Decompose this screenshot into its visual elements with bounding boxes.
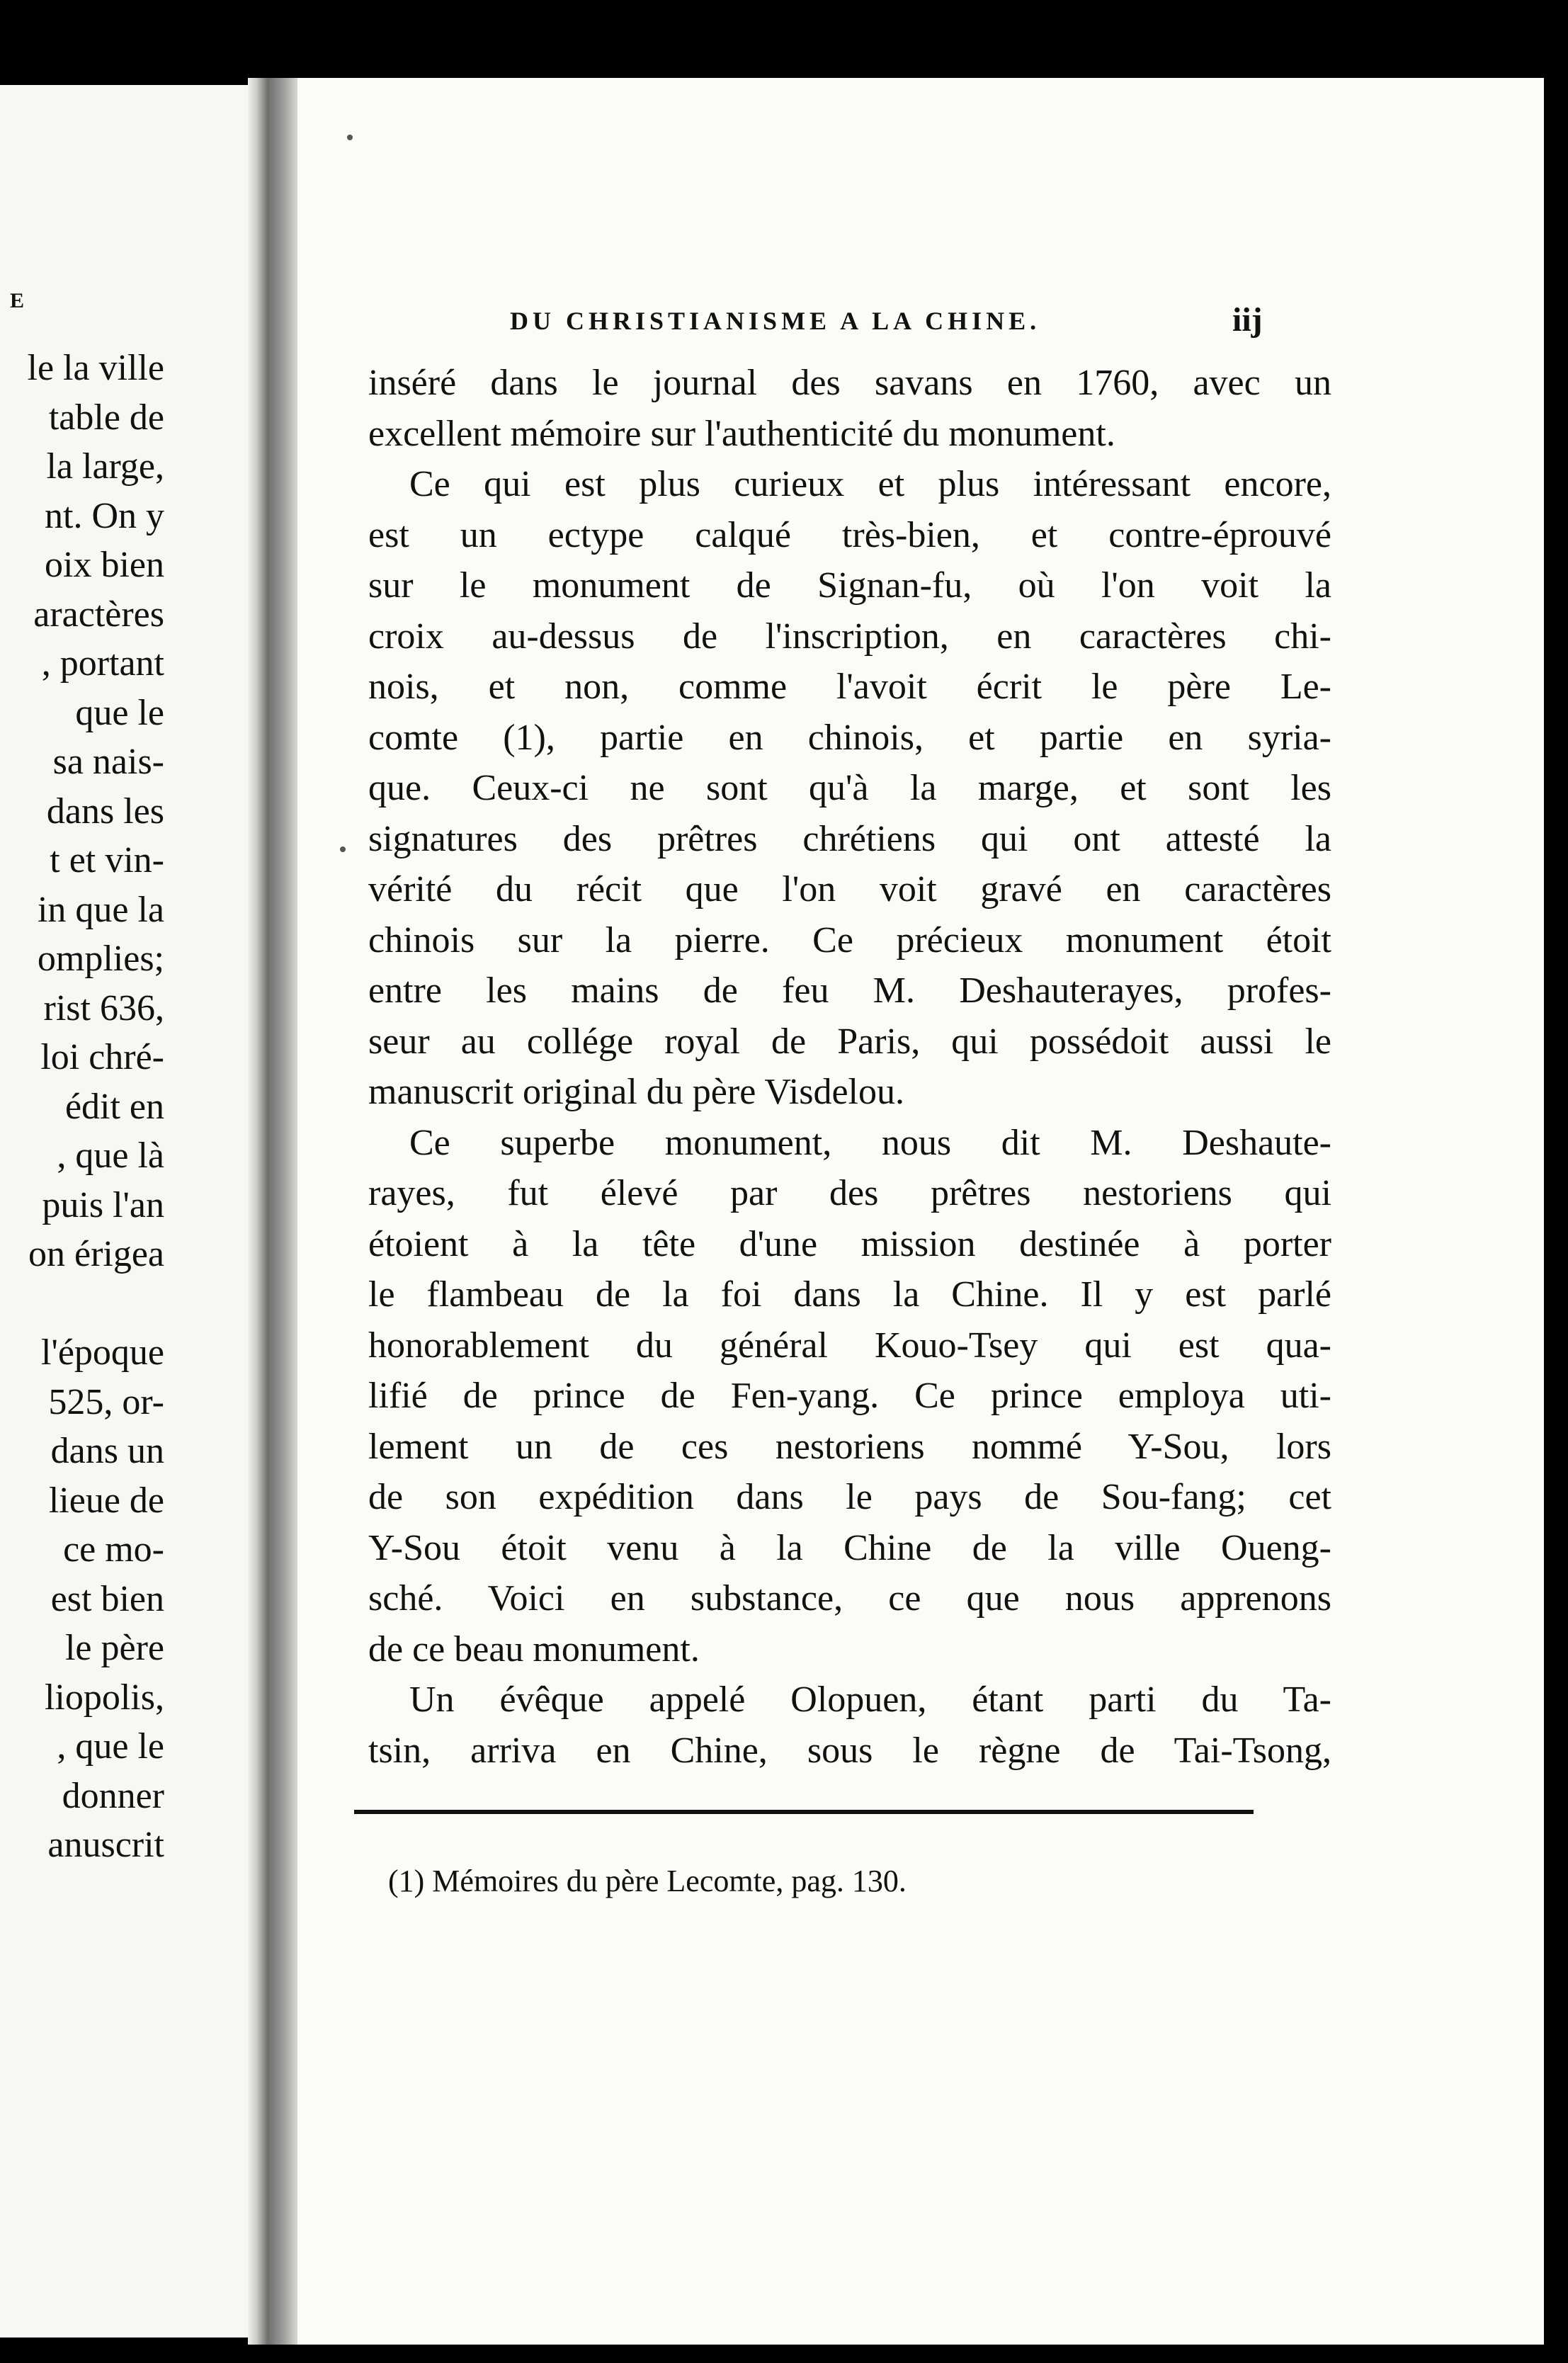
- body-text-line: croix au-dessus de l'inscription, en caractères chi-: [368, 616, 1331, 657]
- right-page: [297, 78, 1544, 2345]
- page-number: iij: [1232, 301, 1263, 339]
- left-text-line: édit en: [64, 1086, 164, 1127]
- footnote-rule: [354, 1810, 1254, 1814]
- body-text-line: est un ectype calqué très-bien, et contre-éprouvé: [368, 514, 1331, 555]
- body-text-line: lement un de ces nestoriens nommé Y-Sou, lors: [368, 1426, 1331, 1467]
- body-text-line: excellent mémoire sur l'authenticité du monument.: [368, 413, 1115, 454]
- left-text-line: le père: [64, 1628, 164, 1668]
- body-text-line: entre les mains de feu M. Deshauterayes, profes-: [368, 970, 1331, 1011]
- body-text-line: de son expédition dans le pays de Sou-fang; cet: [368, 1477, 1331, 1517]
- body-text-line: signatures des prêtres chrétiens qui ont attesté la: [368, 818, 1331, 859]
- body-text-line: manuscrit original du père Visdelou.: [368, 1072, 904, 1112]
- left-text-line: est bien: [50, 1578, 164, 1619]
- left-text-line: anuscrit: [47, 1825, 164, 1865]
- body-text-line: inséré dans le journal des savans en 1760, avec un: [368, 363, 1331, 403]
- left-text-line: on érigea: [28, 1234, 164, 1274]
- left-page-fragment: [0, 85, 248, 2338]
- body-text-line: étoient à la tête d'une mission destinée à porter: [368, 1223, 1331, 1264]
- body-text-line: tsin, arriva en Chine, sous le règne de Tai-Tsong,: [368, 1730, 1331, 1771]
- left-text-line: la large,: [46, 446, 164, 487]
- body-text-line: Un évêque appelé Olopuen, étant parti du Ta-: [409, 1679, 1331, 1720]
- left-text-line: t et vin-: [50, 840, 164, 880]
- left-text-line: omplies;: [37, 939, 164, 979]
- left-text-line: liopolis,: [44, 1677, 164, 1718]
- left-text-line: 525, or-: [48, 1381, 164, 1422]
- left-text-line: , que le: [57, 1726, 164, 1767]
- left-text-line: oix bien: [45, 545, 164, 585]
- body-text-line: sché. Voici en substance, ce que nous apprenons: [368, 1578, 1331, 1619]
- body-text-line: le flambeau de la foi dans la Chine. Il y est parlé: [368, 1274, 1331, 1315]
- body-text-line: Ce qui est plus curieux et plus intéressant encore,: [409, 464, 1331, 504]
- body-text-line: vérité du récit que l'on voit gravé en caractères: [368, 869, 1331, 910]
- body-text-line: honorablement du général Kouo-Tsey qui est qua-: [368, 1325, 1331, 1366]
- body-text-line: chinois sur la pierre. Ce précieux monument étoit: [368, 919, 1331, 960]
- left-text-line: l'époque: [41, 1332, 164, 1373]
- left-text-line: rist 636,: [43, 987, 164, 1028]
- body-text-line: rayes, fut élevé par des prêtres nestoriens qui: [368, 1173, 1331, 1213]
- left-text-line: donner: [62, 1775, 164, 1816]
- body-text-line: de ce beau monument.: [368, 1628, 700, 1670]
- left-text-line: dans les: [46, 790, 164, 832]
- left-text-line: que le: [75, 692, 164, 733]
- left-text-line: ce mo-: [63, 1529, 164, 1570]
- body-text-line: seur au collége royal de Paris, qui possédoit aussi le: [368, 1021, 1331, 1062]
- body-text-line: nois, et non, comme l'avoit écrit le père Le-: [368, 667, 1331, 707]
- body-text-line: lifié de prince de Fen-yang. Ce prince employa uti-: [368, 1376, 1331, 1416]
- left-text-line: table de: [48, 397, 164, 438]
- left-text-line: loi chré-: [40, 1037, 164, 1077]
- left-text-line: puis l'an: [42, 1184, 164, 1225]
- left-text-line: , que là: [57, 1135, 164, 1176]
- left-text-line: le la ville: [27, 348, 164, 388]
- body-text-line: sur le monument de Signan-fu, où l'on voit la: [368, 565, 1331, 606]
- body-text-line: que. Ceux-ci ne sont qu'à la marge, et sont les: [368, 768, 1331, 808]
- book-gutter: [248, 78, 297, 2345]
- paper-speck: [340, 846, 346, 852]
- paper-speck: [347, 135, 353, 140]
- left-text-line: nt. On y: [45, 495, 164, 536]
- left-text-line: dans un: [50, 1431, 164, 1471]
- left-text-line: , portant: [41, 643, 164, 684]
- body-text-line: comte (1), partie en chinois, et partie en syria-: [368, 717, 1331, 758]
- left-text-line: lieue de: [48, 1480, 164, 1521]
- body-text-line: Ce superbe monument, nous dit M. Deshaute-: [409, 1122, 1331, 1163]
- left-text-line: sa nais-: [52, 742, 164, 782]
- left-text-line: in que la: [37, 889, 164, 930]
- running-head: DU CHRISTIANISME A LA CHINE.: [510, 307, 1041, 335]
- footnote: (1) Mémoires du père Lecomte, pag. 130.: [388, 1864, 907, 1898]
- left-text-line: aractères: [33, 594, 164, 635]
- left-page-heading: E: [10, 289, 25, 312]
- body-text-line: Y-Sou étoit venu à la Chine de la ville Oueng-: [368, 1527, 1331, 1568]
